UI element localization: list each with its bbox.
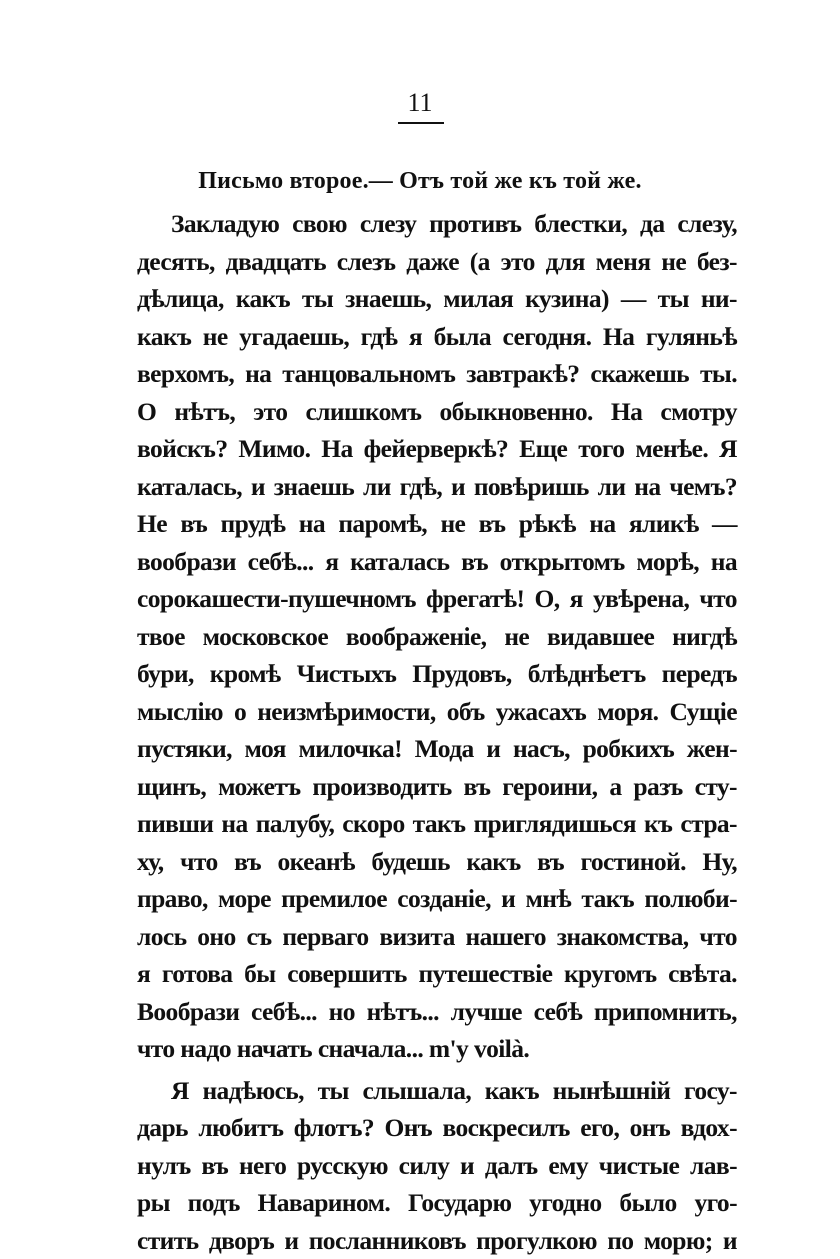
text-line: дѣлица, какъ ты знаешь, милая кузина) — ты ни- [137, 280, 737, 318]
text-line: Вообрази себѣ... но нѣтъ... лучше себѣ припомнить, [137, 993, 737, 1031]
text-line: Не въ прудѣ на паромѣ, не въ рѣкѣ на яликѣ — [137, 505, 737, 543]
text-line: сорокашести-пушечномъ фрегатѣ! О, я увѣрена, что [137, 580, 737, 618]
text-line: ху, что въ океанѣ будешь какъ въ гостиной. Ну, [137, 843, 737, 881]
text-line: право, море премилое созданіе, и мнѣ такъ полюби- [137, 880, 737, 918]
text-line: Закладую свою слезу противъ блестки, да слезу, [137, 205, 737, 243]
letter-heading: Письмо второе.— Отъ той же къ той же. [0, 164, 840, 198]
text-line: какъ не угадаешь, гдѣ я была сегодня. На гуляньѣ [137, 318, 737, 356]
text-line: десять, двадцать слезъ даже (а это для меня не без- [137, 243, 737, 281]
text-line: стить дворъ и посланниковъ прогулкою по морю; и [137, 1222, 737, 1259]
text-line: лось оно съ перваго визита нашего знакомства, что [137, 918, 737, 956]
text-line: пивши на палубу, скоро такъ приглядишься къ стра- [137, 805, 737, 843]
text-line: верхомъ, на танцовальномъ завтракѣ? скажешь ты. [137, 355, 737, 393]
text-line: я готова бы совершить путешествіе кругомъ свѣта. [137, 955, 737, 993]
text-line: бури, кромѣ Чистыхъ Прудовъ, блѣднѣетъ передъ [137, 655, 737, 693]
text-line: ры подъ Наварином. Государю угодно было уго- [137, 1184, 737, 1222]
text-line: войскъ? Мимо. На фейерверкѣ? Еще того менѣе. Я [137, 430, 737, 468]
text-line: Я надѣюсь, ты слышала, какъ нынѣшній госу- [137, 1072, 737, 1110]
text-line: вообрази себѣ... я каталась въ открытомъ морѣ, на [137, 543, 737, 581]
text-line: нулъ въ него русскую силу и далъ ему чистые лав- [137, 1147, 737, 1185]
page-number: 11 [0, 86, 840, 120]
paragraph-1 [137, 205, 737, 1068]
text-line: О нѣтъ, это слишкомъ обыкновенно. На смотру [137, 393, 737, 431]
text-line: дарь любитъ флотъ? Онъ воскресилъ его, онъ вдох- [137, 1109, 737, 1147]
text-line: щинъ, можетъ производить въ героини, а разъ сту- [137, 768, 737, 806]
page-number-rule [398, 122, 444, 124]
body-text [137, 205, 737, 1259]
text-line: пустяки, моя милочка! Мода и насъ, робкихъ жен- [137, 730, 737, 768]
text-line: твое московское воображеніе, не видавшее нигдѣ [137, 618, 737, 656]
text-line: что надо начать сначала... m'y voilà. [137, 1030, 737, 1068]
paragraph-2 [137, 1072, 737, 1259]
text-line: каталась, и знаешь ли гдѣ, и повѣришь ли на чемъ? [137, 468, 737, 506]
text-line: мыслію о неизмѣримости, объ ужасахъ моря. Сущіе [137, 693, 737, 731]
